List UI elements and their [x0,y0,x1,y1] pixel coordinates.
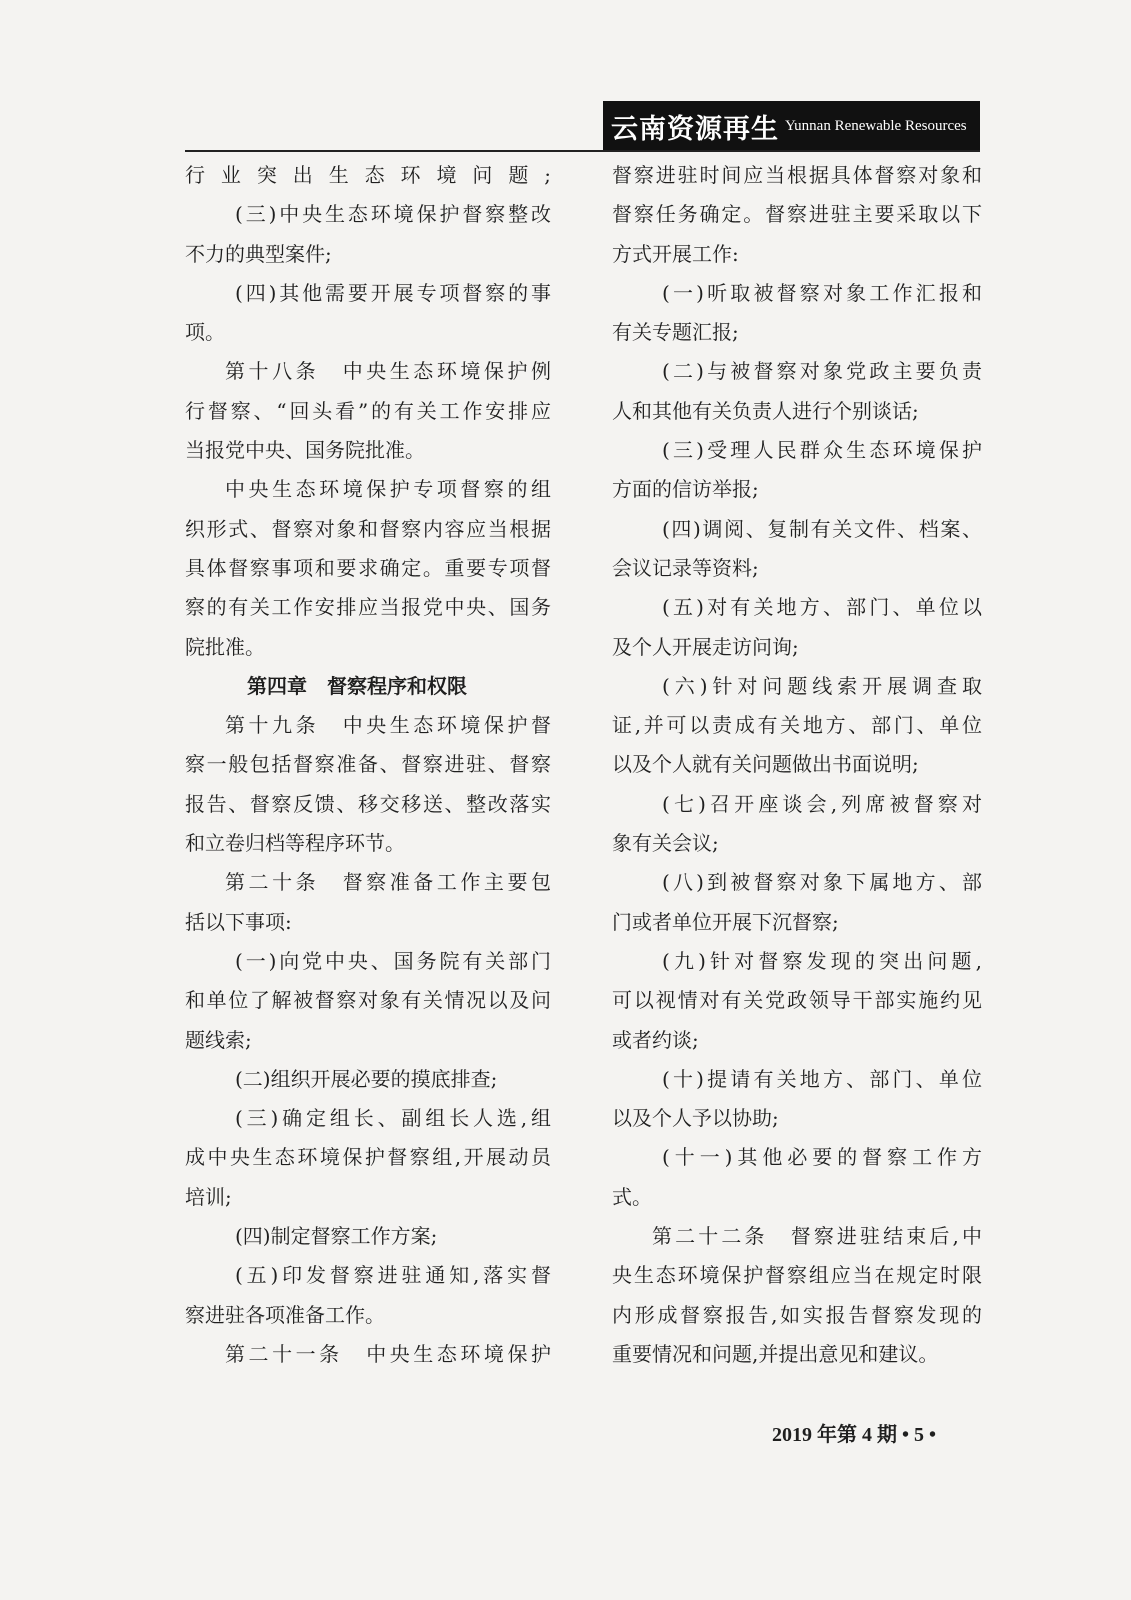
text-line: (五)对有关地方、部门、单位以 [662,595,982,620]
text-line: 可以视情对有关党政领导干部实施约见 [612,988,982,1013]
article-heading-line: 第二十条 督察准备工作主要包 [225,870,551,895]
text-line: 方式开展工作: [612,241,739,266]
text-line: (八)到被督察对象下属地方、部 [662,870,982,895]
header-rule [185,150,980,152]
text-line: 报告、督察反馈、移交移送、整改落实 [185,791,551,816]
text-line: (二)组织开展必要的摸底排查; [235,1066,498,1091]
journal-masthead [603,101,980,151]
text-line: 当报党中央、国务院批准。 [185,438,425,463]
text-line: 和立卷归档等程序环节。 [185,831,405,856]
text-line: 行督察、“回头看”的有关工作安排应 [185,398,551,423]
text-line: 察进驻各项准备工作。 [185,1302,385,1327]
text-line: 有关专题汇报; [612,320,739,345]
text-line: 织形式、督察对象和督察内容应当根据 [185,516,551,541]
text-line: 督察任务确定。督察进驻主要采取以下 [612,202,982,227]
text-line: 以及个人予以协助; [612,1106,779,1131]
text-line: (六)针对问题线索开展调查取 [662,673,982,698]
text-line: 及个人开展走访问询; [612,634,799,659]
text-line: (四)调阅、复制有关文件、档案、 [662,516,982,541]
text-line: 式。 [612,1184,652,1209]
text-line: (四)制定督察工作方案; [235,1224,438,1249]
text-line: 具体督察事项和要求确定。重要专项督 [185,555,551,580]
text-line: 央生态环境保护督察组应当在规定时限 [612,1263,982,1288]
text-line: 人和其他有关负责人进行个别谈话; [612,398,919,423]
article-heading-line: 第十八条 中央生态环境保护例 [225,359,551,384]
text-line: 象有关会议; [612,831,719,856]
text-line: (一)向党中央、国务院有关部门 [235,948,551,973]
text-line: (九)针对督察发现的突出问题, [662,948,982,973]
page-footer: 2019 年第 4 期 • 5 • [772,1424,937,1446]
text-line: (一)听取被督察对象工作汇报和 [662,280,982,305]
article-heading-line: 第二十一条 中央生态环境保护 [225,1341,551,1366]
journal-title-en: Yunnan Renewable Resources [785,117,967,134]
text-line: 成中央生态环境保护督察组,开展动员 [185,1145,551,1170]
left-column [185,156,551,1374]
text-line: (三)确定组长、副组长人选,组 [235,1106,551,1131]
text-line: (三)受理人民群众生态环境保护 [662,438,982,463]
text-line: 门或者单位开展下沉督察; [612,909,839,934]
text-line: 以及个人就有关问题做出书面说明; [612,752,919,777]
text-line: 证,并可以责成有关地方、部门、单位 [612,713,982,738]
text-line: 括以下事项: [185,909,292,934]
chapter-heading: 第四章 督察程序和权限 [247,673,467,698]
article-heading-line: 第十九条 中央生态环境保护督 [225,713,551,738]
text-line: (十)提请有关地方、部门、单位 [662,1066,982,1091]
text-line: (十一)其他必要的督察工作方 [662,1145,982,1170]
text-line: 培训; [185,1184,232,1209]
text-line: (四)其他需要开展专项督察的事 [235,280,551,305]
text-line: 督察进驻时间应当根据具体督察对象和 [612,163,982,187]
text-line: 项。 [185,320,225,345]
text-line: 察一般包括督察准备、督察进驻、督察 [185,752,551,777]
text-line: (五)印发督察进驻通知,落实督 [235,1263,551,1288]
right-column [612,156,982,1374]
text-line: 题线索; [185,1027,252,1052]
text-line: 院批准。 [185,634,265,659]
text-line: 或者约谈; [612,1027,699,1052]
text-line: (二)与被督察对象党政主要负责 [662,359,982,384]
journal-title-cn: 云南资源再生 [611,113,779,145]
text-line: 会议记录等资料; [612,555,759,580]
text-line: 内形成督察报告,如实报告督察发现的 [612,1302,982,1327]
text-line: 不力的典型案件; [185,241,332,266]
text-line: 和单位了解被督察对象有关情况以及问 [185,988,551,1013]
article-heading-line: 第二十二条 督察进驻结束后,中 [652,1224,982,1249]
text-line: (三)中央生态环境保护督察整改 [235,202,551,227]
text-line: 中央生态环境保护专项督察的组 [225,477,551,502]
text-line: (七)召开座谈会,列席被督察对 [662,791,982,816]
text-line: 行业突出生态环境问题; [185,163,551,187]
text-line: 察的有关工作安排应当报党中央、国务 [185,595,551,620]
text-line: 重要情况和问题,并提出意见和建议。 [612,1341,939,1366]
text-line: 方面的信访举报; [612,477,759,502]
